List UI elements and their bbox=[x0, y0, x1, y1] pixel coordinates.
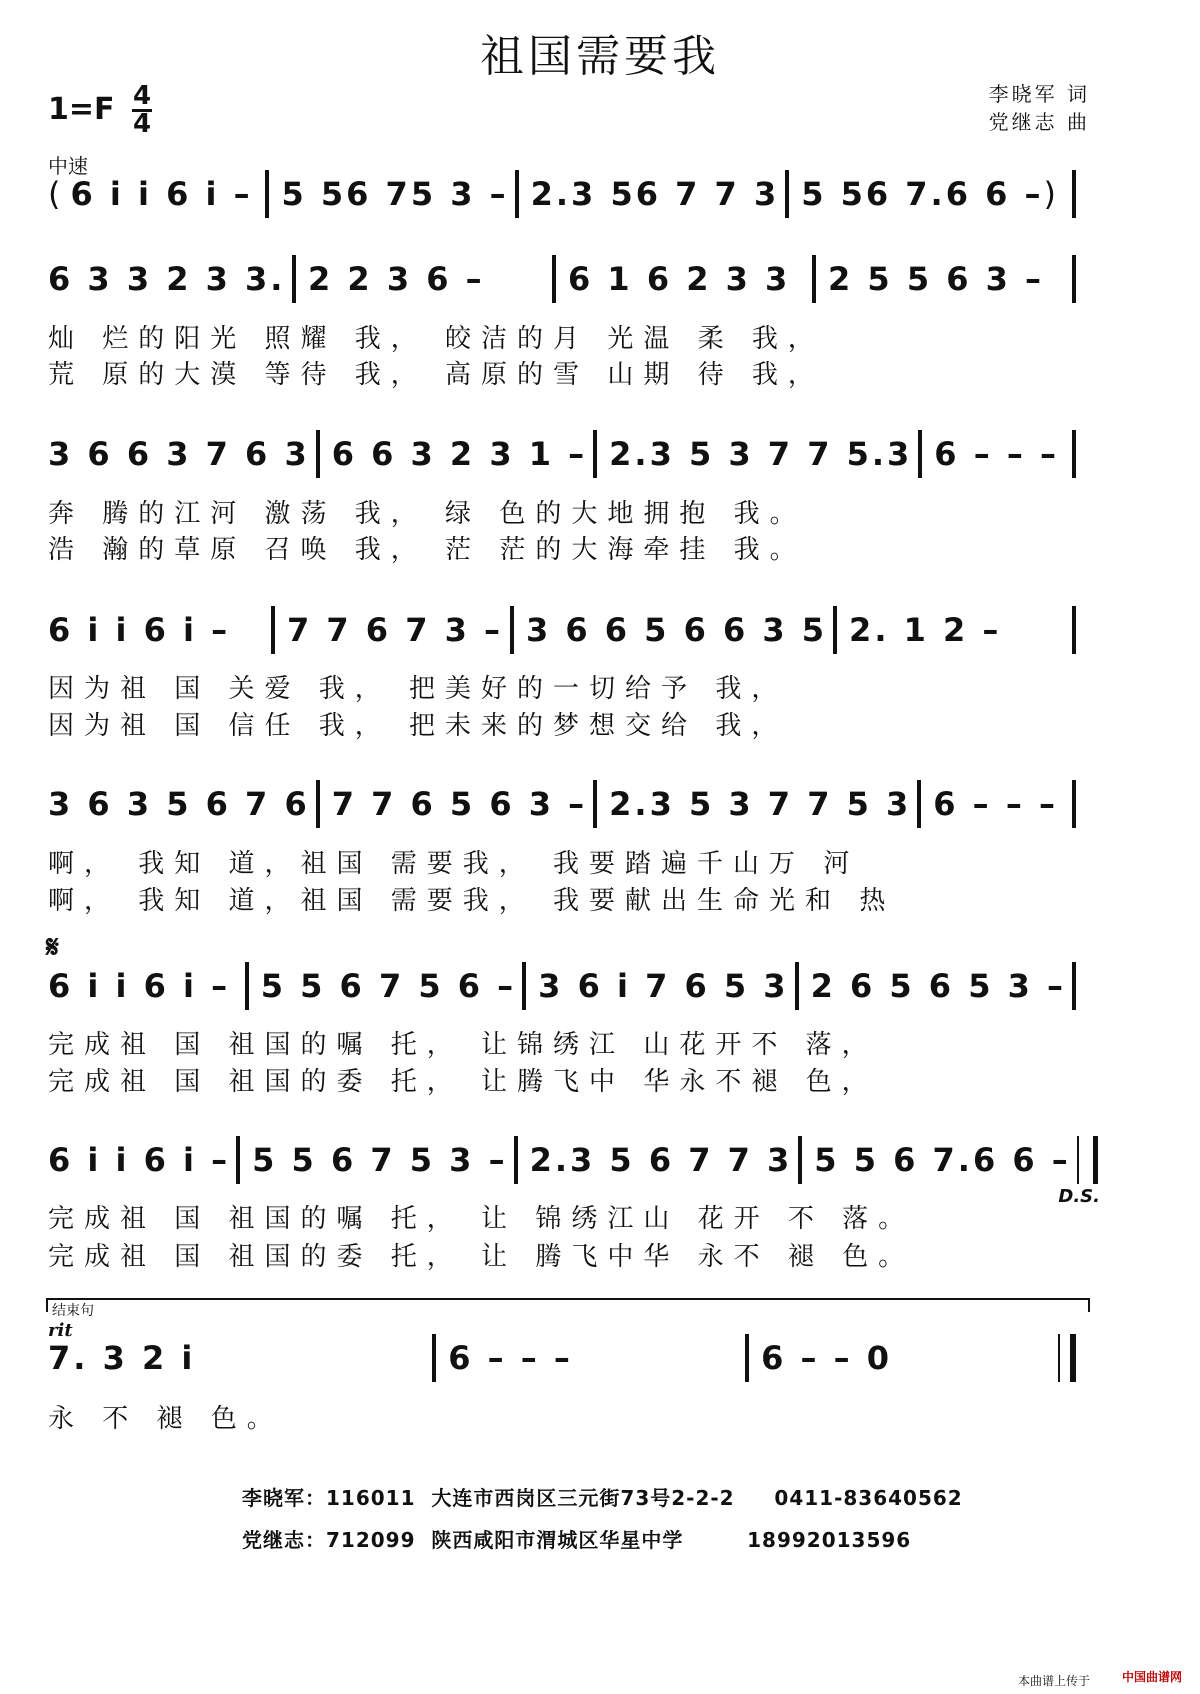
coda-label: 结束句 bbox=[52, 1303, 94, 1319]
barline bbox=[785, 170, 789, 218]
measure: 6 i i 6 i – bbox=[70, 175, 253, 213]
lyric-line: 完成祖 国 祖国的委 托， 让腾飞中 华永不褪 色， bbox=[48, 1067, 878, 1097]
barline bbox=[265, 170, 269, 218]
barline bbox=[745, 1334, 749, 1382]
measure: 2.3 5 3 7 7 5 3 bbox=[609, 785, 912, 823]
measure: 2.3 56 7 7 3 bbox=[530, 175, 780, 213]
tempo-marking: 中速 bbox=[48, 154, 88, 178]
segno-sign: 𝄋 bbox=[46, 930, 59, 965]
barline bbox=[1072, 255, 1076, 303]
measure: 5 5 6 7 5 3 – bbox=[252, 1141, 508, 1179]
measure: 6 – – – bbox=[934, 435, 1059, 473]
measure: 2 5 5 6 3 – bbox=[828, 260, 1045, 298]
barline bbox=[593, 430, 597, 478]
lyric-line: 完成祖 国 祖国的嘱 托， 让锦绣江 山花开不 落， bbox=[48, 1030, 878, 1060]
measure: 6 1 6 2 3 3 bbox=[568, 260, 791, 298]
measure: 7 7 6 5 6 3 – bbox=[331, 785, 588, 823]
barline bbox=[245, 962, 249, 1010]
intro-paren-close: ) bbox=[1043, 175, 1056, 213]
barline bbox=[1072, 606, 1076, 654]
barline bbox=[798, 1136, 802, 1184]
score-row-6 bbox=[48, 962, 1088, 1010]
barline bbox=[510, 606, 514, 654]
measure: 2. 1 2 – bbox=[849, 611, 1002, 649]
score-row-3 bbox=[48, 430, 1088, 478]
measure: 6 i i 6 i – bbox=[48, 967, 231, 1005]
barline bbox=[271, 606, 275, 654]
coda-bracket bbox=[46, 1298, 1090, 1312]
barline bbox=[795, 962, 799, 1010]
measure: 6 6 3 2 3 1 – bbox=[331, 435, 588, 473]
measure: 5 5 6 7 5 6 – bbox=[260, 967, 517, 1005]
barline bbox=[917, 780, 921, 828]
barline bbox=[514, 1136, 518, 1184]
intro-paren-open: ( bbox=[48, 175, 61, 213]
measure: 2.3 5 3 7 7 5.3 bbox=[609, 435, 913, 473]
measure: 2.3 5 6 7 7 3 bbox=[529, 1141, 793, 1179]
measure: 7. 3 2 i bbox=[48, 1339, 196, 1377]
score-row-2 bbox=[48, 255, 1088, 303]
contact-lyricist: 李晓军：116011 大连市西岗区三元街73号2-2-2 0411-83640562 bbox=[242, 1486, 963, 1510]
lyric-line: 啊， 我知 道，祖国 需要我， 我要踏遍千山万 河 bbox=[48, 849, 860, 879]
measure: 5 5 6 7.6 6 – bbox=[814, 1141, 1071, 1179]
time-signature bbox=[130, 81, 154, 139]
dal-segno-marking: D.S. bbox=[1058, 1186, 1100, 1207]
measure: 3 6 i 7 6 5 3 bbox=[538, 967, 789, 1005]
measure: 3 6 6 3 7 6 3 bbox=[48, 435, 310, 473]
measure: 3 6 3 5 6 7 6 bbox=[48, 785, 310, 823]
lyric-line: 完成祖 国 祖国的委 托， 让 腾飞中华 永不 褪 色。 bbox=[48, 1242, 915, 1272]
measure: 5 56 7.6 6 – bbox=[801, 175, 1044, 213]
measure: 6 3 3 2 3 3. bbox=[48, 260, 286, 298]
lyric-line: 荒 原的大漠 等待 我， 高原的雪 山期 待 我， bbox=[48, 360, 824, 390]
barline bbox=[1072, 780, 1076, 828]
lyric-line: 浩 瀚的草原 召唤 我， 茫 茫的大海牵挂 我。 bbox=[48, 535, 806, 565]
lyric-line: 啊， 我知 道，祖国 需要我， 我要献出生命光和 热 bbox=[48, 886, 896, 916]
score-row-4 bbox=[48, 606, 1088, 654]
time-sig-denominator: 4 bbox=[132, 109, 152, 139]
barline bbox=[316, 430, 320, 478]
barline bbox=[236, 1136, 240, 1184]
song-title: 祖国需要我 bbox=[480, 31, 720, 82]
barline bbox=[833, 606, 837, 654]
barline bbox=[1072, 170, 1076, 218]
measure: 6 – – 0 bbox=[761, 1339, 893, 1377]
measure: 7 7 6 7 3 – bbox=[286, 611, 503, 649]
measure: 6 – – – bbox=[448, 1339, 573, 1377]
score-row-5 bbox=[48, 780, 1088, 828]
site-logo[interactable]: 中国曲谱网 bbox=[1121, 1670, 1182, 1684]
measure: 2 6 5 6 5 3 – bbox=[810, 967, 1066, 1005]
lyric-line: 因为祖 国 信任 我， 把未来的梦想交给 我， bbox=[48, 711, 788, 741]
time-sig-numerator: 4 bbox=[132, 81, 152, 111]
barline bbox=[1072, 430, 1076, 478]
lyric-line: 灿 烂的阳光 照耀 我， 皎洁的月 光温 柔 我， bbox=[48, 324, 824, 354]
barline bbox=[552, 255, 556, 303]
key-signature: 1=F bbox=[48, 92, 115, 127]
score-row-1 bbox=[48, 170, 1088, 218]
footer-upload-note: 本曲谱上传于 bbox=[1017, 1674, 1090, 1688]
barline bbox=[292, 255, 296, 303]
lyric-line: 永 不 褪 色。 bbox=[48, 1404, 283, 1434]
measure: 6 i i 6 i – bbox=[48, 611, 231, 649]
repeat-barline bbox=[1077, 1136, 1098, 1184]
lyric-line: 完成祖 国 祖国的嘱 托， 让 锦绣江山 花开 不 落。 bbox=[48, 1204, 915, 1234]
barline bbox=[432, 1334, 436, 1382]
barline bbox=[522, 962, 526, 1010]
barline bbox=[918, 430, 922, 478]
barline bbox=[316, 780, 320, 828]
measure: 3 6 6 5 6 6 3 5 bbox=[525, 611, 828, 649]
lyric-line: 奔 腾的江河 激荡 我， 绿 色的大地拥抱 我。 bbox=[48, 499, 806, 529]
final-barline bbox=[1058, 1334, 1076, 1382]
barline bbox=[593, 780, 597, 828]
measure: 6 – – – bbox=[933, 785, 1058, 823]
composer-credit: 党继志 曲 bbox=[988, 110, 1090, 134]
barline bbox=[812, 255, 816, 303]
measure: 6 i i 6 i – bbox=[48, 1141, 231, 1179]
barline bbox=[1072, 962, 1076, 1010]
measure: 5 56 75 3 – bbox=[281, 175, 509, 213]
lyric-line: 因为祖 国 关爱 我， 把美好的一切给予 我， bbox=[48, 674, 788, 704]
barline bbox=[515, 170, 519, 218]
score-row-8 bbox=[48, 1334, 1088, 1382]
measure: 2 2 3 6 – bbox=[308, 260, 485, 298]
score-row-7 bbox=[48, 1136, 1088, 1184]
ritardando-marking: rit bbox=[48, 1320, 73, 1341]
contact-composer: 党继志：712099 陕西咸阳市渭城区华星中学 18992013596 bbox=[242, 1528, 912, 1552]
lyricist-credit: 李晓军 词 bbox=[988, 82, 1090, 106]
